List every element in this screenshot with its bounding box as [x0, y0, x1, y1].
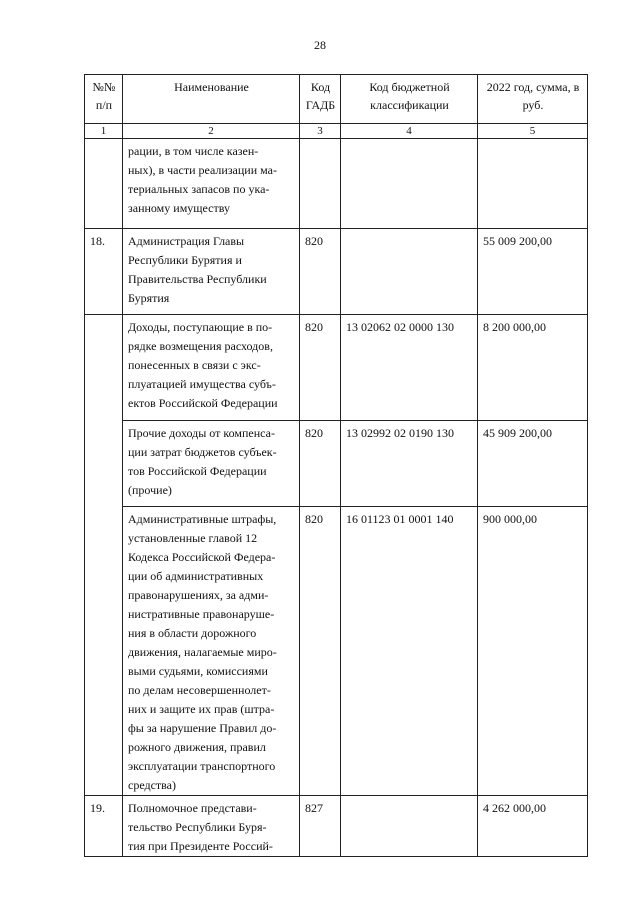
row-sum: 45 909 200,00 — [478, 421, 588, 507]
column-number: 5 — [478, 124, 588, 139]
row-gadb: 820 — [300, 229, 341, 315]
row-sum: 55 009 200,00 — [478, 229, 588, 315]
table-row — [85, 315, 588, 421]
row-gadb: 827 — [300, 796, 341, 857]
page-number: 28 — [314, 38, 326, 52]
table-row — [85, 507, 588, 796]
row-kbk — [341, 139, 478, 229]
row-kbk — [341, 229, 478, 315]
row-kbk: 13 02062 02 0000 130 — [341, 315, 478, 421]
row-kbk — [341, 796, 478, 857]
row-kbk: 16 01123 01 0001 140 — [341, 507, 478, 796]
row-gadb: 820 — [300, 421, 341, 507]
row-name: Доходы, поступающие в по- рядке возмещения расходов, понесенных в связи с экс- плуатацией имущества субъ- ектов Российской Федерации — [123, 315, 300, 421]
header-kbk: Код бюджетной классификации — [341, 75, 478, 124]
table-row — [85, 421, 588, 507]
header-name: Наименование — [123, 75, 300, 124]
header-sum: 2022 год, сумма, в руб. — [478, 75, 588, 124]
row-gadb: 820 — [300, 507, 341, 796]
row-sum: 900 000,00 — [478, 507, 588, 796]
row-sum — [478, 139, 588, 229]
header-gadb: Код ГАДБ — [300, 75, 341, 124]
row-name: Административные штрафы, установленные главой 12 Кодекса Российской Федера- ции об административных правонарушениях, за адми- нистративные правонаруше- ния в области дорожного движения, налагаемые миро- выми судьями, комиссиями по делам несовершеннолет- них и защите их прав (штра- фы за нарушение Правил до- рожного движения, правил эксплуатации транспортного средства) — [123, 507, 300, 796]
row-sum: 4 262 000,00 — [478, 796, 588, 857]
table-row — [85, 139, 588, 229]
column-numbers-row — [85, 124, 588, 139]
row-name: Полномочное представи- тельство Республики Буря- тия при Президенте Россий- — [123, 796, 300, 857]
table-row — [85, 229, 588, 315]
row-number: 19. — [85, 796, 123, 857]
row-number — [85, 315, 123, 796]
header-num: №№ п/п — [85, 75, 123, 124]
column-number: 4 — [341, 124, 478, 139]
table-header-row — [85, 75, 588, 124]
column-number: 3 — [300, 124, 341, 139]
row-name: рации, в том числе казен- ных), в части реализации ма- териальных запасов по ука- занному имуществу — [123, 139, 300, 229]
row-gadb: 820 — [300, 315, 341, 421]
row-gadb — [300, 139, 341, 229]
row-name: Прочие доходы от компенса- ции затрат бюджетов субъек- тов Российской Федерации (прочие) — [123, 421, 300, 507]
table-row — [85, 796, 588, 857]
row-number — [85, 139, 123, 229]
row-kbk: 13 02992 02 0190 130 — [341, 421, 478, 507]
row-number: 18. — [85, 229, 123, 315]
row-sum: 8 200 000,00 — [478, 315, 588, 421]
row-name: Администрация Главы Республики Бурятия и Правительства Республики Бурятия — [123, 229, 300, 315]
column-number: 2 — [123, 124, 300, 139]
budget-table — [84, 74, 588, 857]
column-number: 1 — [85, 124, 123, 139]
